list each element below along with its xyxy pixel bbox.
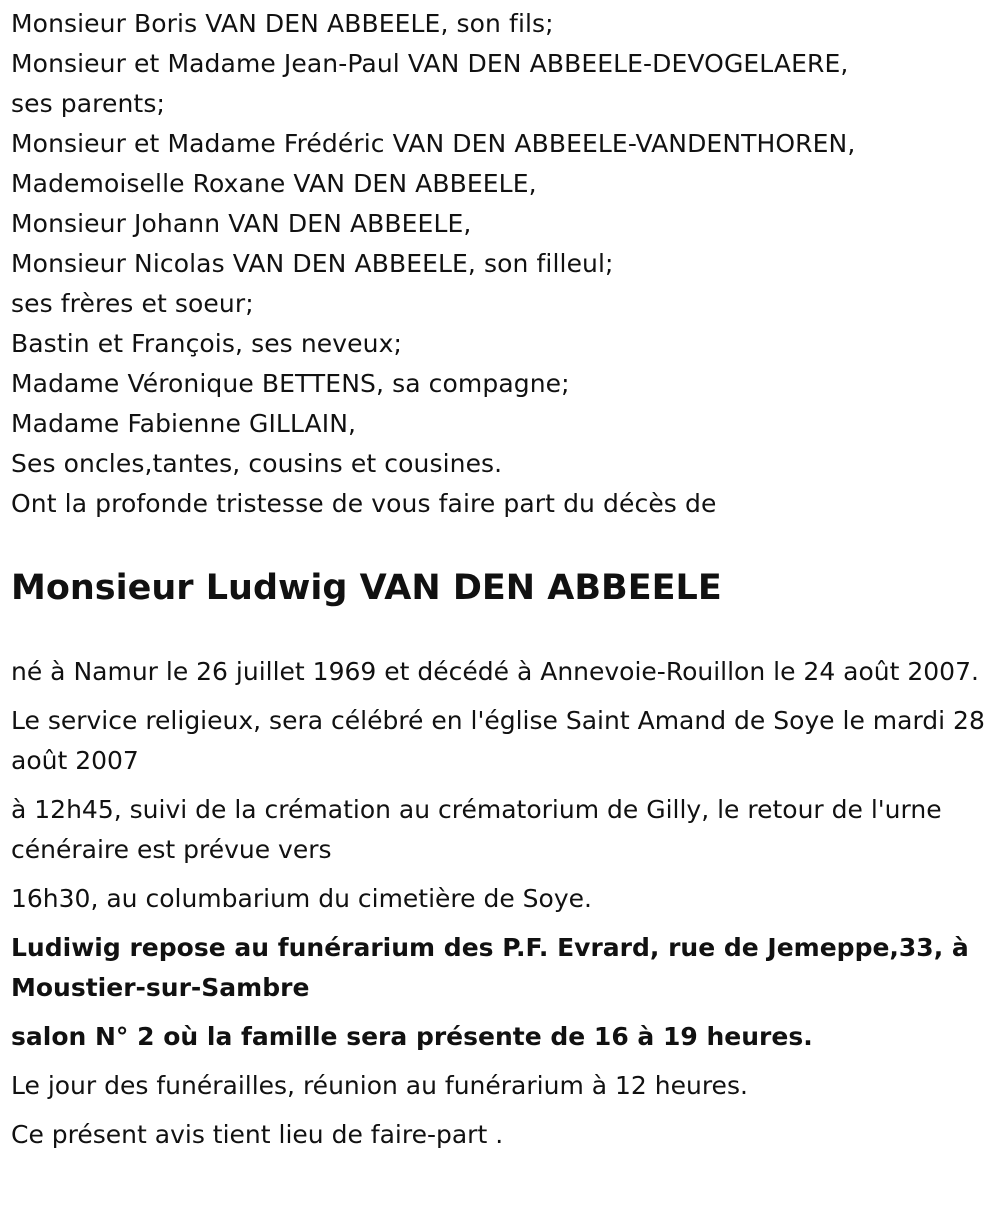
family-line: Monsieur et Madame Jean-Paul VAN DEN ABBEELE-DEVOGELAERE, xyxy=(11,49,849,78)
family-line: ses frères et soeur; xyxy=(11,289,254,318)
family-line: Monsieur Nicolas VAN DEN ABBEELE, son filleul; xyxy=(11,249,614,278)
family-line: Madame Fabienne GILLAIN, xyxy=(11,409,357,438)
service-paragraph: Le service religieux, sera célébré en l'église Saint Amand de Soye le mardi 28 août 2007 xyxy=(11,706,985,775)
closing-paragraph: Ce présent avis tient lieu de faire-part . xyxy=(11,1120,504,1149)
visiting-hours-paragraph: salon N° 2 où la famille sera présente de 16 à 19 heures. xyxy=(11,1022,813,1051)
family-line: Monsieur Boris VAN DEN ABBEELE, son fils; xyxy=(11,9,554,38)
family-line: Mademoiselle Roxane VAN DEN ABBEELE, xyxy=(11,169,537,198)
birth-death-paragraph: né à Namur le 26 juillet 1969 et décédé à Annevoie-Rouillon le 24 août 2007. xyxy=(11,657,979,686)
funeral-home-paragraph: Ludiwig repose au funérarium des P.F. Evrard, rue de Jemeppe,33, à Moustier-sur-Sambre xyxy=(11,933,969,1002)
gathering-paragraph: Le jour des funérailles, réunion au funérarium à 12 heures. xyxy=(11,1071,748,1100)
family-line: Madame Véronique BETTENS, sa compagne; xyxy=(11,369,570,398)
columbarium-paragraph: 16h30, au columbarium du cimetière de Soye. xyxy=(11,884,592,913)
family-line: ses parents; xyxy=(11,89,165,118)
family-line: Bastin et François, ses neveux; xyxy=(11,329,403,358)
family-line: Monsieur et Madame Frédéric VAN DEN ABBEELE-VANDENTHOREN, xyxy=(11,129,856,158)
funeral-details xyxy=(11,652,986,1155)
deceased-name: Monsieur Ludwig VAN DEN ABBEELE xyxy=(11,568,722,608)
family-line: Monsieur Johann VAN DEN ABBEELE, xyxy=(11,209,472,238)
announcement-line: Ont la profonde tristesse de vous faire part du décès de xyxy=(11,489,717,518)
family-line: Ses oncles,tantes, cousins et cousines. xyxy=(11,449,503,478)
obituary-notice xyxy=(11,4,986,1164)
family-list xyxy=(11,4,986,524)
cremation-paragraph: à 12h45, suivi de la crémation au crématorium de Gilly, le retour de l'urne cénéraire est prévue vers xyxy=(11,795,942,864)
